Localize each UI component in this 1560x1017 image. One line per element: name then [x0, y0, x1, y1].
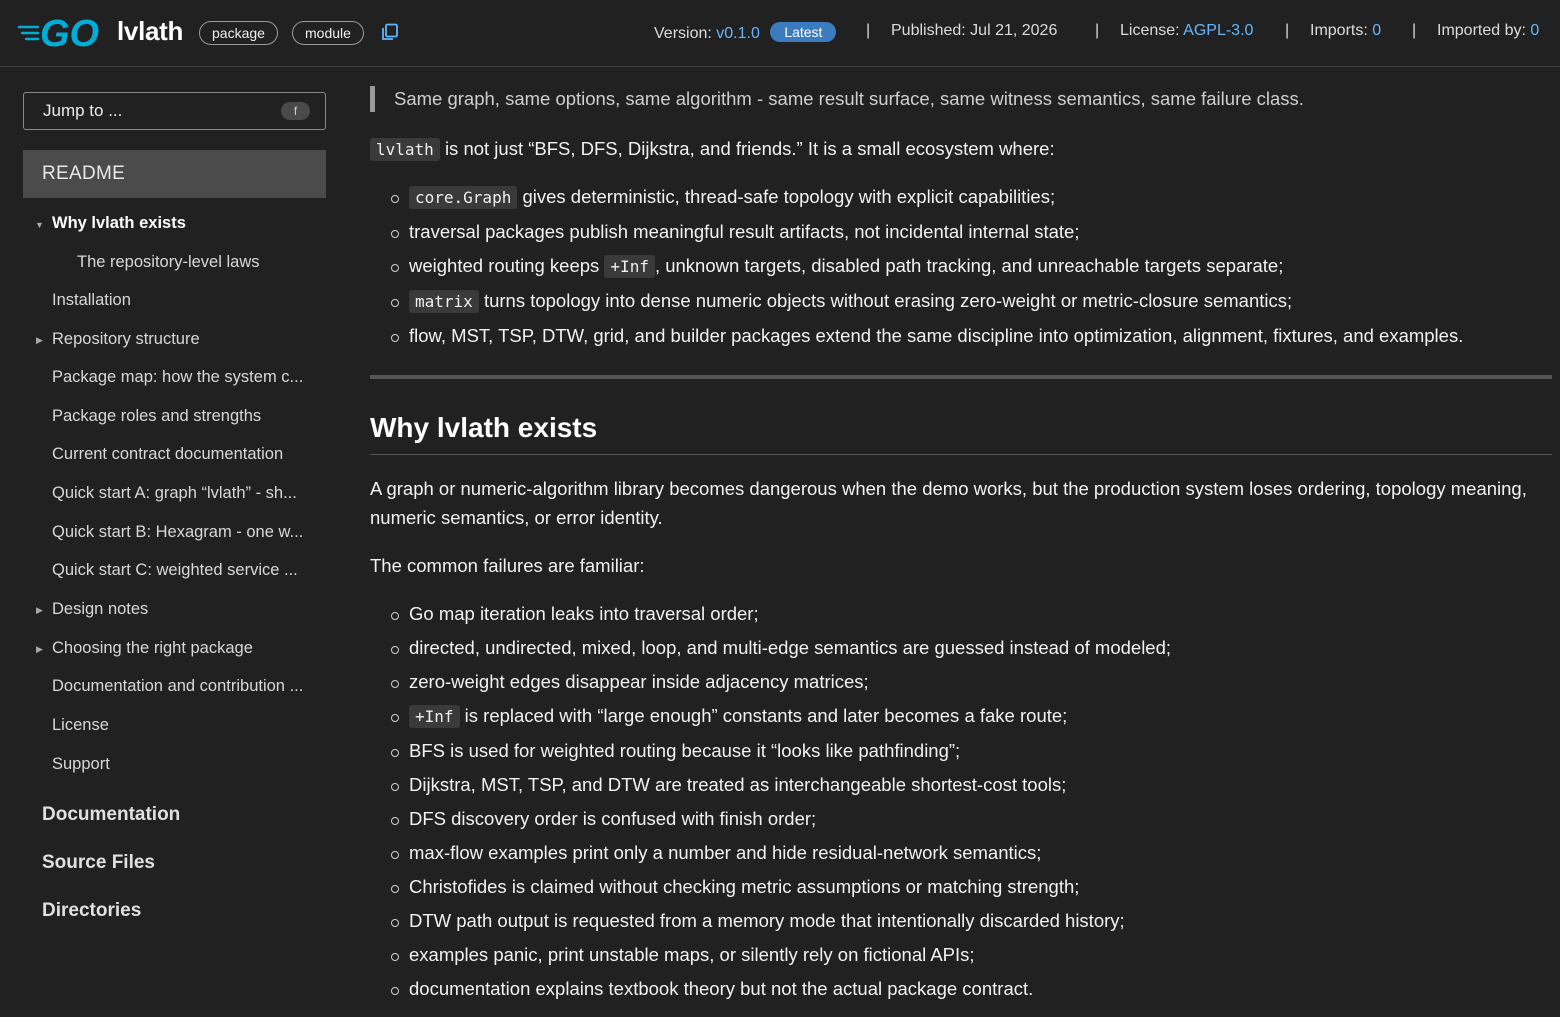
list-item: BFS is used for weighted routing because it “looks like pathfinding”;: [390, 734, 1171, 768]
intro-paragraph: lvlath is not just “BFS, DFS, Dijkstra, and friends.” It is a small ecosystem where:: [370, 134, 1055, 164]
list-item: matrix turns topology into dense numeric objects without erasing zero-weight or metric-closure semantics;: [390, 284, 1463, 319]
sidebar-item-contract-docs[interactable]: Current contract documentation: [52, 445, 284, 463]
inline-code: core.Graph: [409, 186, 517, 209]
list-item: zero-weight edges disappear inside adjacency matrices;: [390, 665, 1171, 699]
shortcut-key-badge: f: [281, 102, 310, 120]
sidebar-item-quick-start-b[interactable]: Quick start B: Hexagram - one w...: [52, 523, 304, 541]
list-item: Christofides is claimed without checking metric assumptions or matching strength;: [390, 870, 1171, 904]
list-item: DFS discovery order is confused with finish order;: [390, 802, 1171, 836]
blockquote-bar: [370, 86, 375, 112]
ecosystem-list: [390, 180, 1463, 353]
latest-badge: Latest: [770, 22, 836, 42]
version-link[interactable]: v0.1.0: [716, 25, 760, 42]
published-info: Published: Jul 21, 2026: [891, 22, 1058, 39]
sidebar-item-docs-contribution[interactable]: Documentation and contribution ...: [52, 677, 304, 695]
separator: |: [1412, 22, 1417, 39]
top-header: [0, 0, 1560, 67]
sidebar-item-repository-structure[interactable]: Repository structure: [52, 330, 200, 348]
section-divider: [370, 375, 1552, 379]
sidebar-item-repository-laws[interactable]: The repository-level laws: [77, 253, 260, 271]
version-info: Version: v0.1.0 Latest: [654, 22, 836, 43]
sidebar-item-quick-start-a[interactable]: Quick start A: graph “lvlath” - sh...: [52, 484, 297, 502]
list-item: directed, undirected, mixed, loop, and multi-edge semantics are guessed instead of modeled;: [390, 631, 1171, 665]
list-item: examples panic, print unstable maps, or silently rely on fictional APIs;: [390, 938, 1171, 972]
imports-info: Imports: 0: [1310, 22, 1382, 39]
sidebar-section-source-files[interactable]: Source Files: [42, 852, 155, 873]
sidebar-item-package-roles[interactable]: Package roles and strengths: [52, 407, 262, 425]
heading-rule: [370, 454, 1552, 455]
readme-content: [370, 68, 1552, 1017]
inline-code: matrix: [409, 290, 479, 313]
svg-text:GO: GO: [40, 13, 100, 51]
license-info: License: AGPL-3.0: [1120, 22, 1254, 39]
sidebar-section-directories[interactable]: Directories: [42, 900, 142, 921]
list-item: weighted routing keeps +Inf , unknown targets, disabled path tracking, and unreachable targets separate;: [390, 249, 1463, 284]
why-paragraph: A graph or numeric-algorithm library becomes dangerous when the demo works, but the production system loses ordering, topology meaning, numeric semantics, or error identity.: [370, 478, 1527, 528]
package-badge: package: [199, 21, 278, 45]
blockquote-text: Same graph, same options, same algorithm - same result surface, same witness semantics, same failure class.: [394, 88, 1304, 109]
sidebar-item-quick-start-c[interactable]: Quick start C: weighted service ...: [52, 561, 298, 579]
package-name: lvlath: [117, 16, 184, 46]
license-link[interactable]: AGPL-3.0: [1183, 22, 1254, 39]
module-badge: module: [292, 21, 364, 45]
separator: |: [1285, 22, 1290, 39]
list-item: max-flow examples print only a number and hide residual-network semantics;: [390, 836, 1171, 870]
jump-to-input[interactable]: Jump to ... f: [23, 92, 326, 130]
failures-intro: The common failures are familiar:: [370, 555, 645, 576]
sidebar: [0, 68, 350, 1017]
list-item: +Inf is replaced with “large enough” constants and later becomes a fake route;: [390, 699, 1171, 734]
sidebar-item-support[interactable]: Support: [52, 755, 110, 773]
list-item: core.Graph gives deterministic, thread-safe topology with explicit capabilities;: [390, 180, 1463, 215]
inline-code: lvlath: [370, 138, 440, 161]
list-item: Dijkstra, MST, TSP, and DTW are treated as interchangeable shortest-cost tools;: [390, 768, 1171, 802]
imported-by-info: Imported by: 0: [1437, 22, 1540, 39]
copy-icon[interactable]: [381, 23, 399, 41]
list-item: DTW path output is requested from a memory mode that intentionally discarded history;: [390, 904, 1171, 938]
sidebar-section-documentation[interactable]: Documentation: [42, 804, 181, 825]
readme-section-header[interactable]: README: [23, 150, 326, 198]
failures-list: [390, 597, 1171, 1006]
caret-right-icon[interactable]: ▶: [36, 335, 43, 345]
sidebar-item-why-lvlath-exists[interactable]: Why lvlath exists: [52, 214, 186, 232]
sidebar-item-package-map[interactable]: Package map: how the system c...: [52, 368, 304, 386]
list-item: flow, MST, TSP, DTW, grid, and builder packages extend the same discipline into optimization, alignment, fixtures, and examples.: [390, 319, 1463, 353]
go-logo[interactable]: [18, 13, 110, 51]
list-item: traversal packages publish meaningful result artifacts, not incidental internal state;: [390, 215, 1463, 249]
imported-by-link[interactable]: 0: [1530, 22, 1540, 39]
sidebar-item-design-notes[interactable]: Design notes: [52, 600, 149, 618]
caret-down-icon[interactable]: ▼: [35, 220, 44, 230]
inline-code: +Inf: [409, 705, 460, 728]
list-item: documentation explains textbook theory but not the actual package contract.: [390, 972, 1171, 1006]
sidebar-item-choosing-package[interactable]: Choosing the right package: [52, 639, 253, 657]
sidebar-item-license[interactable]: License: [52, 716, 109, 734]
imports-link[interactable]: 0: [1372, 22, 1382, 39]
list-item: Go map iteration leaks into traversal order;: [390, 597, 1171, 631]
sidebar-item-installation[interactable]: Installation: [52, 291, 131, 309]
caret-right-icon[interactable]: ▶: [36, 644, 43, 654]
section-heading: Why lvlath exists: [370, 412, 598, 443]
inline-code: +Inf: [604, 255, 655, 278]
separator: |: [1095, 22, 1100, 39]
separator: |: [866, 22, 871, 39]
caret-right-icon[interactable]: ▶: [36, 605, 43, 615]
